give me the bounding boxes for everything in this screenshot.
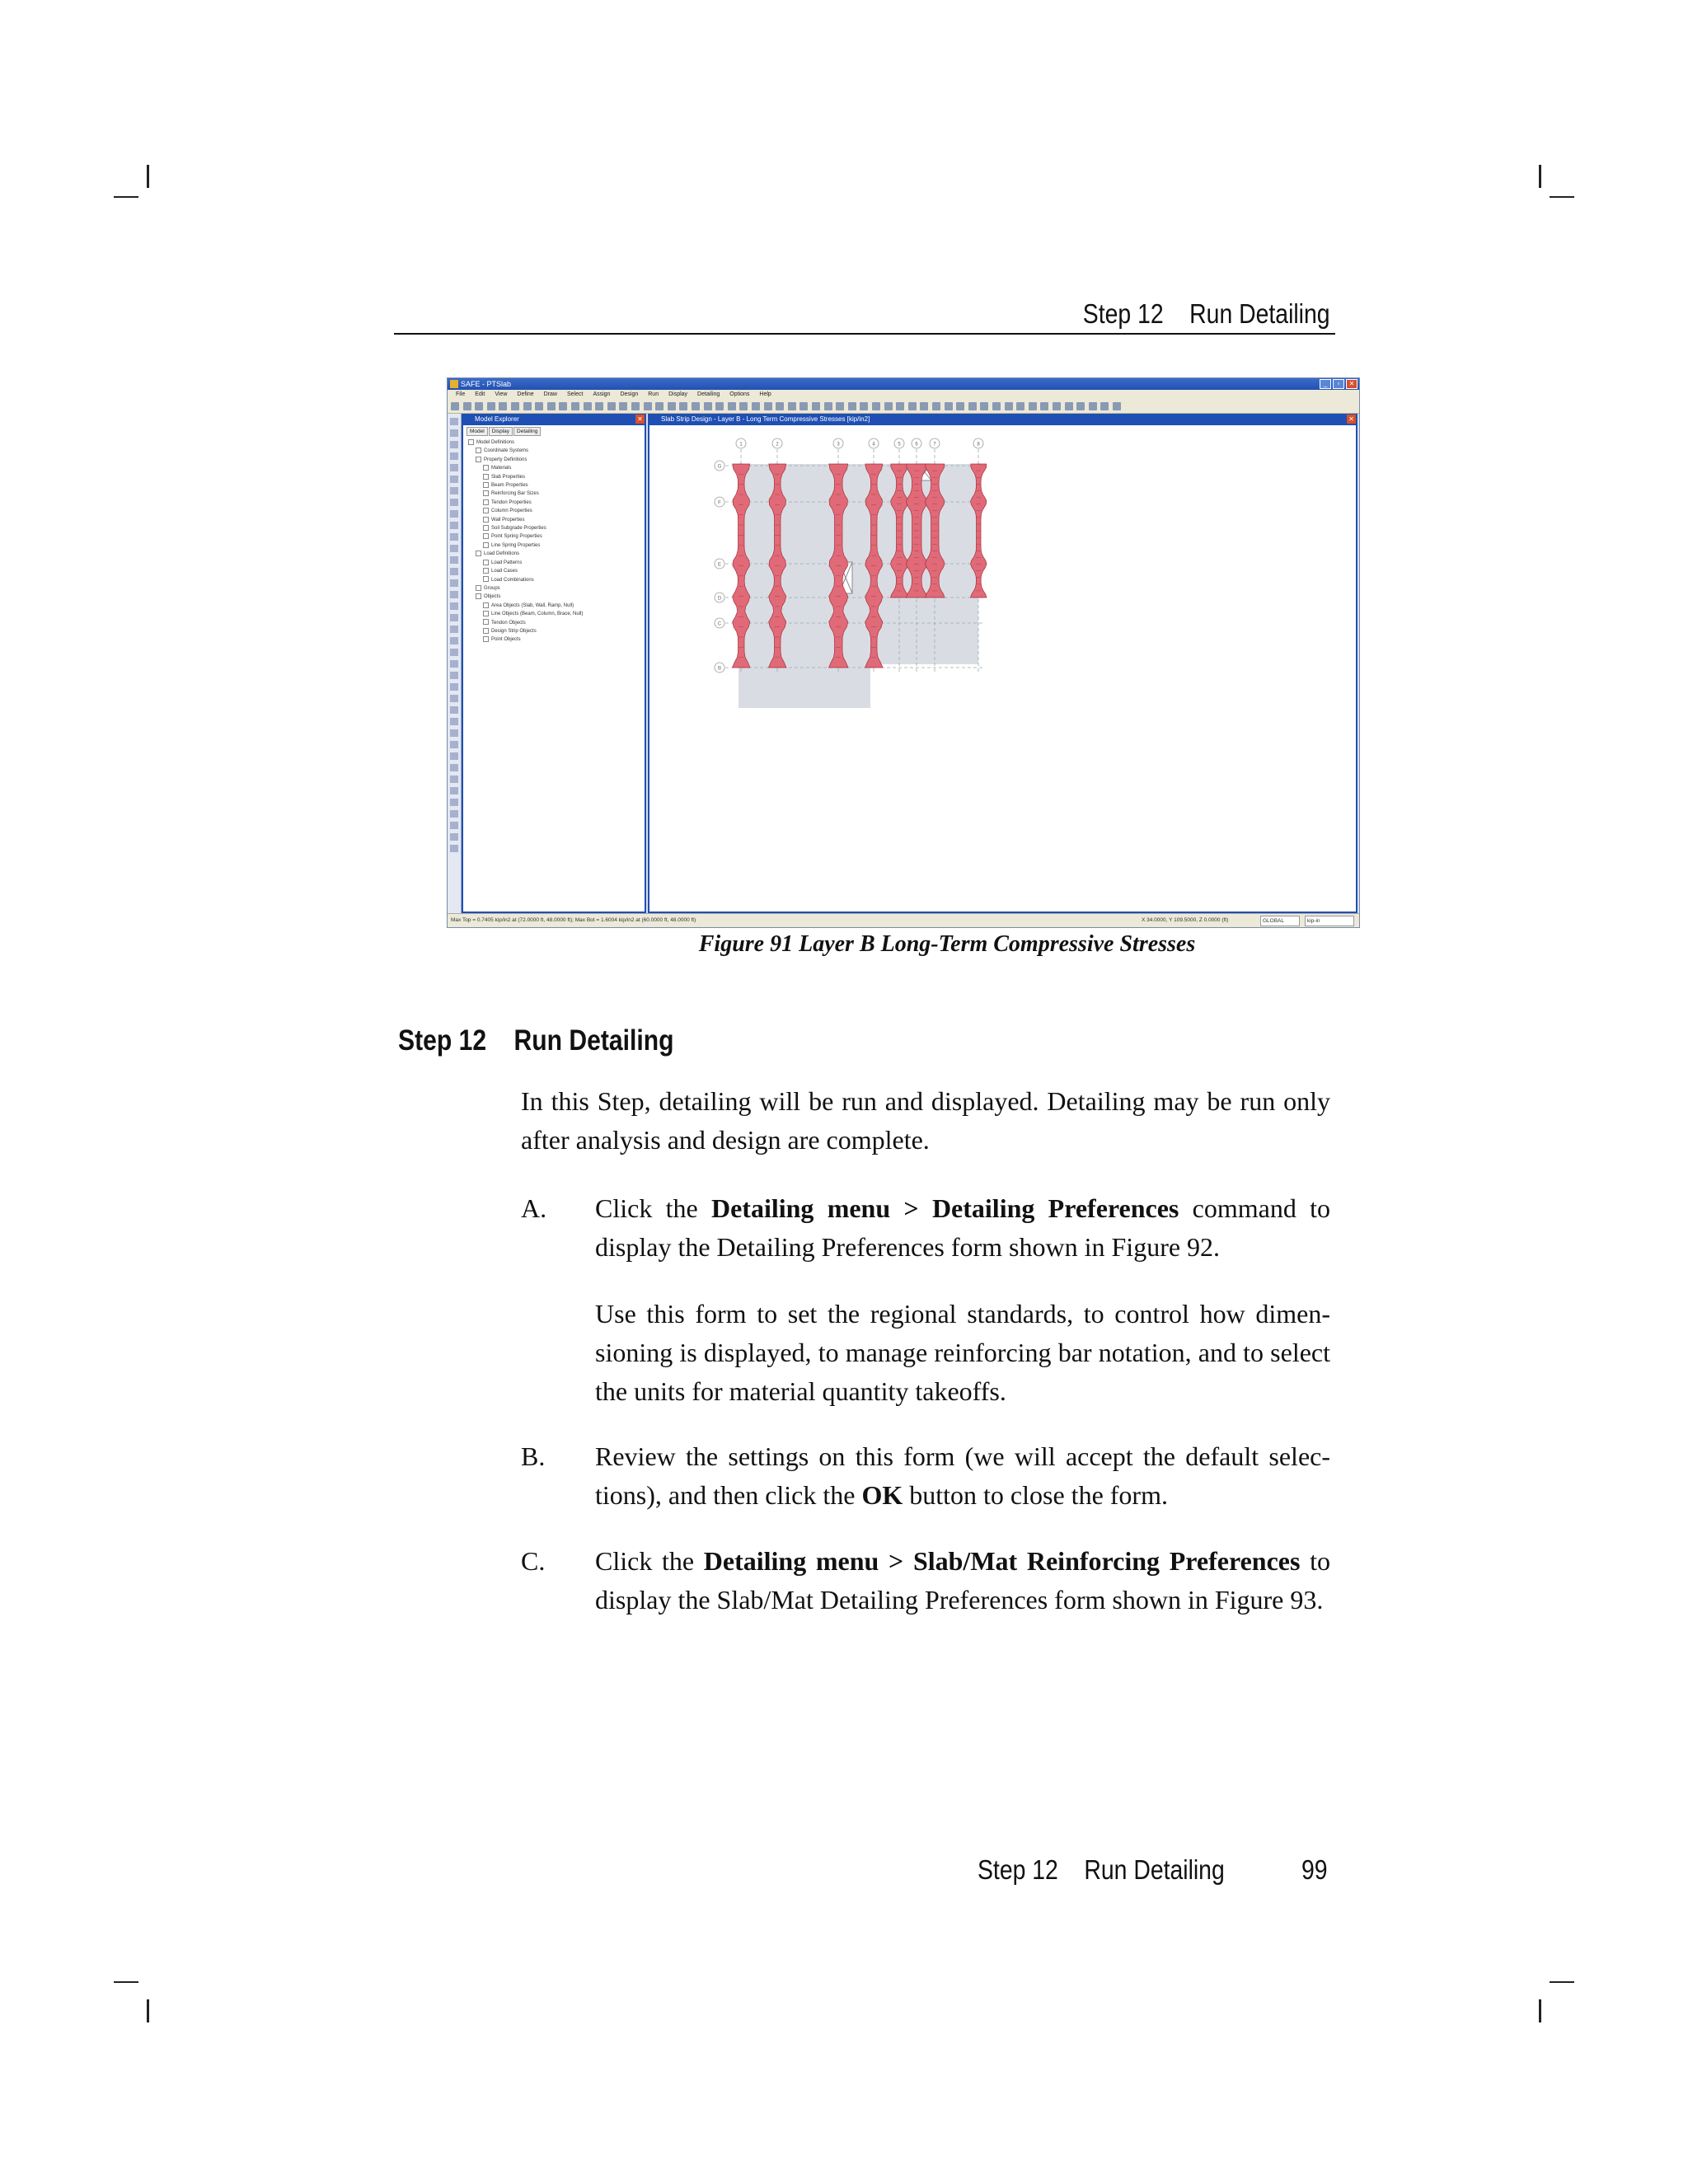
tree-node[interactable] <box>468 447 583 455</box>
viewport-title: Slab Strip Design - Layer B - Long Term Compressive Stresses [kip/in2] <box>661 415 870 423</box>
toolbar-button-icon[interactable] <box>1040 402 1048 410</box>
expand-icon[interactable] <box>476 448 481 453</box>
tree-node[interactable] <box>468 593 583 601</box>
toolbar-button-icon[interactable] <box>968 402 977 410</box>
side-tool-icon[interactable] <box>450 845 458 852</box>
expand-icon[interactable] <box>483 560 489 565</box>
side-tool-icon[interactable] <box>450 799 458 806</box>
side-tool-icon[interactable] <box>450 822 458 829</box>
tree-node-label: Coordinate Systems <box>484 448 529 454</box>
item-a-text <box>595 1189 1330 1267</box>
side-tool-icon[interactable] <box>450 718 458 725</box>
expand-icon[interactable] <box>483 465 489 471</box>
tree-node[interactable] <box>468 559 583 567</box>
close-icon[interactable]: ✕ <box>1346 379 1357 389</box>
tree-node-label: Soil Subgrade Properties <box>491 526 546 532</box>
tree-node-label: Property Definitions <box>484 457 528 462</box>
tree-node-label: Point Objects <box>491 637 521 643</box>
expand-icon[interactable] <box>476 551 481 556</box>
app-titlebar <box>448 378 1359 390</box>
tree-node[interactable] <box>468 610 583 618</box>
expand-icon[interactable] <box>483 576 489 582</box>
stress-plot <box>649 425 1356 912</box>
toolbar-button-icon[interactable] <box>992 402 1001 410</box>
toolbar-button-icon[interactable] <box>836 402 844 410</box>
grid-bubble-label: 5 <box>898 442 901 448</box>
menu-item-detailing[interactable]: Detailing <box>697 391 720 397</box>
status-bar <box>448 913 1359 927</box>
toolbar-button-icon[interactable] <box>631 402 640 410</box>
model-explorer-body <box>463 425 645 912</box>
toolbar-button-icon[interactable] <box>547 402 556 410</box>
side-tool-icon[interactable] <box>450 545 458 552</box>
side-tool-icon[interactable] <box>450 602 458 610</box>
grid-bubble-label: 4 <box>872 442 875 448</box>
tree-node[interactable] <box>468 532 583 541</box>
item-b-pre: Review the settings on this form (we will accept the default selections), and then click the <box>595 1441 1330 1510</box>
toolbar-button-icon[interactable] <box>692 402 700 410</box>
expand-icon[interactable] <box>483 508 489 513</box>
crop-mark <box>114 1981 138 1983</box>
item-c-letter: C. <box>521 1546 546 1576</box>
tree-node[interactable] <box>468 584 583 593</box>
tree-node-label: Load Patterns <box>491 560 523 565</box>
model-explorer-title: Model Explorer <box>475 415 519 423</box>
grid-bubble-label: B <box>717 666 722 672</box>
item-b-post: button to close the form. <box>903 1480 1168 1510</box>
side-tool-icon[interactable] <box>450 499 458 506</box>
toolbar-button-icon[interactable] <box>463 402 471 410</box>
side-tool-icon[interactable] <box>450 626 458 633</box>
page-number: 99 <box>1301 1854 1328 1885</box>
toolbar-button-icon[interactable] <box>980 402 988 410</box>
item-c-bold: Detailing menu > Slab/Mat Reinforcing Preferences <box>703 1546 1301 1576</box>
expand-icon[interactable] <box>483 602 489 608</box>
side-tool-icon[interactable] <box>450 579 458 587</box>
toolbar-button-icon[interactable] <box>896 402 904 410</box>
side-tool-icon[interactable] <box>450 614 458 621</box>
crop-mark <box>1539 1999 1541 2022</box>
tree-node-label: Groups <box>484 585 500 591</box>
toolbar-button-icon[interactable] <box>920 402 928 410</box>
tree-node[interactable] <box>468 524 583 532</box>
grid-bubble-label: 3 <box>837 442 840 448</box>
tree-node[interactable] <box>468 619 583 627</box>
tree-node[interactable] <box>468 456 583 464</box>
toolbar-button-icon[interactable] <box>776 402 784 410</box>
item-c-pre: Click the <box>595 1546 704 1576</box>
side-tool-icon[interactable] <box>450 741 458 748</box>
menu-item-run[interactable]: Run <box>648 391 659 397</box>
app-title: SAFE - PTSlab <box>461 380 512 388</box>
expand-icon[interactable] <box>483 568 489 574</box>
toolbar-button-icon[interactable] <box>715 402 724 410</box>
toolbar-button-icon[interactable] <box>956 402 964 410</box>
crop-mark <box>147 165 149 188</box>
toolbar-button-icon[interactable] <box>848 402 856 410</box>
side-tool-icon[interactable] <box>450 833 458 841</box>
expand-icon[interactable] <box>483 499 489 505</box>
side-tool-icon[interactable] <box>450 591 458 598</box>
side-tool-icon[interactable] <box>450 810 458 818</box>
toolbar-button-icon[interactable] <box>1005 402 1013 410</box>
tree-node-label: Tendon Properties <box>491 499 532 505</box>
toolbar-button-icon[interactable] <box>764 402 772 410</box>
tree-node-label: Line Objects (Beam, Column, Brace, Null) <box>491 612 584 617</box>
toolbar-button-icon[interactable] <box>1089 402 1097 410</box>
tree-node-label: Load Cases <box>491 569 518 574</box>
toolbar <box>448 400 1359 414</box>
expand-icon[interactable] <box>483 542 489 548</box>
menu-bar <box>448 390 1359 400</box>
toolbar-button-icon[interactable] <box>1100 402 1109 410</box>
item-b-text <box>595 1437 1330 1515</box>
menu-item-display[interactable]: Display <box>668 391 688 397</box>
menu-item-select[interactable]: Select <box>566 391 584 397</box>
tree-node[interactable] <box>468 438 583 447</box>
toolbar-button-icon[interactable] <box>884 402 893 410</box>
item-a-bold: Detailing menu > Detailing Preferences <box>710 1193 1179 1223</box>
tree-node[interactable] <box>468 627 583 635</box>
grid-bubble-label: D <box>717 596 722 602</box>
toolbar-button-icon[interactable] <box>1016 402 1025 410</box>
item-b-letter: B. <box>521 1441 546 1471</box>
tree-node-label: Column Properties <box>491 509 532 514</box>
toolbar-button-icon[interactable] <box>824 402 832 410</box>
tree-node[interactable] <box>468 516 583 524</box>
toolbar-button-icon[interactable] <box>812 402 820 410</box>
toolbar-button-icon[interactable] <box>668 402 676 410</box>
tree-node-label: Load Definitions <box>484 551 520 557</box>
side-tool-icon[interactable] <box>450 476 458 483</box>
toolbar-button-icon[interactable] <box>872 402 880 410</box>
model-canvas[interactable] <box>649 425 1356 912</box>
tree-node-label: Reinforcing Bar Sizes <box>491 491 539 497</box>
figure-caption: Figure 91 Layer B Long-Term Compressive Stresses <box>698 931 1196 957</box>
app-screenshot <box>447 377 1360 928</box>
footer-section: Step 12 Run Detailing <box>978 1854 1225 1885</box>
crop-mark <box>147 1999 149 2022</box>
tree-node[interactable] <box>468 499 583 507</box>
side-tool-icon[interactable] <box>450 764 458 771</box>
toolbar-button-icon[interactable] <box>499 402 507 410</box>
grid-bubble-label: G <box>717 464 722 470</box>
crop-mark <box>1539 165 1541 188</box>
tree-node-label: Design Strip Objects <box>491 628 537 634</box>
toolbar-button-icon[interactable] <box>584 402 592 410</box>
toolbar-button-icon[interactable] <box>535 402 543 410</box>
side-toolbar <box>448 414 462 913</box>
tree-node[interactable] <box>468 490 583 498</box>
toolbar-button-icon[interactable] <box>945 402 953 410</box>
expand-icon[interactable] <box>483 517 489 523</box>
running-head-text: Step 12 Run Detailing <box>1083 298 1330 329</box>
expand-icon[interactable] <box>483 490 489 496</box>
toolbar-button-icon[interactable] <box>799 402 808 410</box>
toolbar-button-icon[interactable] <box>704 402 712 410</box>
expand-icon[interactable] <box>483 611 489 616</box>
toolbar-button-icon[interactable] <box>655 402 663 410</box>
side-tool-icon[interactable] <box>450 787 458 794</box>
toolbar-button-icon[interactable] <box>1113 402 1121 410</box>
side-tool-icon[interactable] <box>450 522 458 529</box>
side-tool-icon[interactable] <box>450 568 458 575</box>
item-a-post: command to display the Detailing Preferences form shown in Figure 92. <box>595 1193 1331 1262</box>
coord-system-dropdown[interactable]: GLOBAL <box>1260 916 1300 926</box>
toolbar-button-icon[interactable] <box>1065 402 1073 410</box>
toolbar-button-icon[interactable] <box>571 402 579 410</box>
tree-node-label: Beam Properties <box>491 483 528 489</box>
toolbar-button-icon[interactable] <box>523 402 532 410</box>
expand-icon[interactable] <box>476 593 481 599</box>
app-logo-icon <box>450 380 458 388</box>
side-tool-icon[interactable] <box>450 706 458 714</box>
units-dropdown[interactable]: kip-in <box>1305 916 1354 926</box>
side-tool-icon[interactable] <box>450 660 458 668</box>
item-a-note: Use this form to set the regional standards, to control how dimensioning is displayed, to manage reinforcing bar notation, and to select the units for material quantity takeoffs. <box>595 1299 1330 1406</box>
expand-icon[interactable] <box>483 636 489 642</box>
tab-model[interactable]: Model <box>467 427 488 436</box>
slab-panel <box>738 664 870 708</box>
model-explorer-pane <box>462 414 646 913</box>
viewport-close-icon[interactable]: ✕ <box>1347 415 1356 424</box>
toolbar-button-icon[interactable] <box>1053 402 1061 410</box>
expand-icon[interactable] <box>483 525 489 531</box>
tree-node[interactable] <box>468 473 583 481</box>
crop-mark <box>1550 196 1574 198</box>
grid-bubble-label: 1 <box>739 442 743 448</box>
side-tool-icon[interactable] <box>450 429 458 437</box>
tree-node[interactable] <box>468 635 583 644</box>
tab-display[interactable]: Display <box>489 427 513 436</box>
grid-bubble-label: F <box>718 500 721 506</box>
grid-bubble-label: E <box>717 562 722 568</box>
grid-bubble-label: 6 <box>915 442 918 448</box>
side-tool-icon[interactable] <box>450 487 458 494</box>
tree-node[interactable] <box>468 481 583 490</box>
toolbar-button-icon[interactable] <box>487 402 495 410</box>
item-c-text <box>595 1542 1330 1619</box>
item-b-bold: OK <box>861 1480 903 1510</box>
side-tool-icon[interactable] <box>450 683 458 691</box>
side-tool-icon[interactable] <box>450 695 458 702</box>
tree-node[interactable] <box>468 541 583 550</box>
model-tree <box>468 438 583 644</box>
toolbar-button-icon[interactable] <box>679 402 687 410</box>
explorer-tabs <box>467 427 541 436</box>
crop-mark <box>1550 1981 1574 1983</box>
restore-icon[interactable]: ▫ <box>1333 379 1344 389</box>
toolbar-button-icon[interactable] <box>451 402 459 410</box>
tree-node-label: Point Spring Properties <box>491 534 542 540</box>
tree-node-label: Objects <box>484 594 501 600</box>
toolbar-button-icon[interactable] <box>619 402 627 410</box>
toolbar-button-icon[interactable] <box>752 402 760 410</box>
toolbar-button-icon[interactable] <box>644 402 652 410</box>
tree-node[interactable] <box>468 464 583 472</box>
expand-icon[interactable] <box>476 457 481 462</box>
menu-item-draw[interactable]: Draw <box>543 391 557 397</box>
intro-paragraph: In this Step, detailing will be run and displayed. Detailing may be run only after analysis and design are complete. <box>521 1086 1330 1155</box>
toolbar-button-icon[interactable] <box>511 402 519 410</box>
status-max-values: Max Top = 0.7405 kip/in2 at (72.0000 ft, 48.0000 ft); Max Bot = 1.6004 kip/in2 at (60.0000 ft, 48.0000 ft) <box>451 917 696 923</box>
menu-item-help[interactable]: Help <box>759 391 771 397</box>
side-tool-icon[interactable] <box>450 637 458 644</box>
side-tool-icon[interactable] <box>450 510 458 518</box>
toolbar-button-icon[interactable] <box>932 402 940 410</box>
menu-item-assign[interactable]: Assign <box>593 391 611 397</box>
item-c-post: to display the Slab/Mat Detailing Preferences form shown in Figure 93. <box>595 1546 1331 1615</box>
toolbar-button-icon[interactable] <box>595 402 603 410</box>
menu-item-options[interactable]: Options <box>729 391 750 397</box>
toolbar-button-icon[interactable] <box>1029 402 1037 410</box>
tree-node-label: Line Spring Properties <box>491 542 541 548</box>
toolbar-button-icon[interactable] <box>559 402 567 410</box>
side-tool-icon[interactable] <box>450 464 458 471</box>
toolbar-button-icon[interactable] <box>908 402 917 410</box>
item-a-pre: Click the <box>595 1193 711 1223</box>
expand-icon[interactable] <box>468 439 474 445</box>
step-heading: Step 12 Run Detailing <box>398 1024 674 1057</box>
menu-item-view[interactable]: View <box>495 391 508 397</box>
viewport-pane <box>648 414 1357 913</box>
toolbar-button-icon[interactable] <box>728 402 736 410</box>
expand-icon[interactable] <box>483 619 489 625</box>
menu-item-design[interactable]: Design <box>620 391 639 397</box>
tree-node-label: Wall Properties <box>491 517 525 523</box>
tab-detailing[interactable]: Detailing <box>513 427 541 436</box>
crop-mark <box>114 196 138 198</box>
toolbar-button-icon[interactable] <box>788 402 796 410</box>
tree-node[interactable] <box>468 567 583 575</box>
tree-node[interactable] <box>468 576 583 584</box>
tree-node[interactable] <box>468 602 583 610</box>
grid-bubble-label: 8 <box>977 442 980 448</box>
toolbar-button-icon[interactable] <box>860 402 868 410</box>
side-tool-icon[interactable] <box>450 556 458 564</box>
tree-node-label: Model Definitions <box>476 440 515 445</box>
tree-node-label: Load Combinations <box>491 577 534 583</box>
side-tool-icon[interactable] <box>450 649 458 656</box>
grid-bubble-label: 2 <box>776 442 779 448</box>
tree-node[interactable] <box>468 550 583 558</box>
side-tool-icon[interactable] <box>450 418 458 425</box>
window-controls <box>1320 379 1357 389</box>
expand-icon[interactable] <box>483 628 489 634</box>
expand-icon[interactable] <box>476 585 481 591</box>
toolbar-button-icon[interactable] <box>475 402 483 410</box>
expand-icon[interactable] <box>483 482 489 488</box>
explorer-close-icon[interactable]: ✕ <box>635 415 645 424</box>
side-tool-icon[interactable] <box>450 672 458 679</box>
side-tool-icon[interactable] <box>450 441 458 448</box>
status-coordinates: X 34.0000, Y 109.5000, Z 0.0000 (ft) <box>1142 917 1229 923</box>
item-a-letter: A. <box>521 1193 547 1223</box>
side-tool-icon[interactable] <box>450 776 458 783</box>
toolbar-button-icon[interactable] <box>607 402 616 410</box>
menu-item-file[interactable]: File <box>456 391 466 397</box>
grid-bubble-label: C <box>717 621 722 627</box>
side-tool-icon[interactable] <box>450 752 458 760</box>
side-tool-icon[interactable] <box>450 533 458 541</box>
tree-node-label: Materials <box>491 466 512 471</box>
menu-item-define[interactable]: Define <box>517 391 534 397</box>
tree-node-label: Area Objects (Slab, Wall, Ramp, Null) <box>491 602 574 608</box>
grid-bubble-label: 7 <box>933 442 936 448</box>
minimize-icon[interactable]: _ <box>1320 379 1331 389</box>
toolbar-button-icon[interactable] <box>739 402 748 410</box>
side-tool-icon[interactable] <box>450 729 458 737</box>
running-head <box>394 295 1335 335</box>
menu-item-edit[interactable]: Edit <box>475 391 485 397</box>
tree-node-label: Tendon Objects <box>491 620 526 626</box>
side-tool-icon[interactable] <box>450 452 458 460</box>
tree-node-label: Slab Properties <box>491 474 526 480</box>
expand-icon[interactable] <box>483 474 489 480</box>
tree-node[interactable] <box>468 507 583 515</box>
toolbar-button-icon[interactable] <box>1076 402 1085 410</box>
expand-icon[interactable] <box>483 533 489 539</box>
